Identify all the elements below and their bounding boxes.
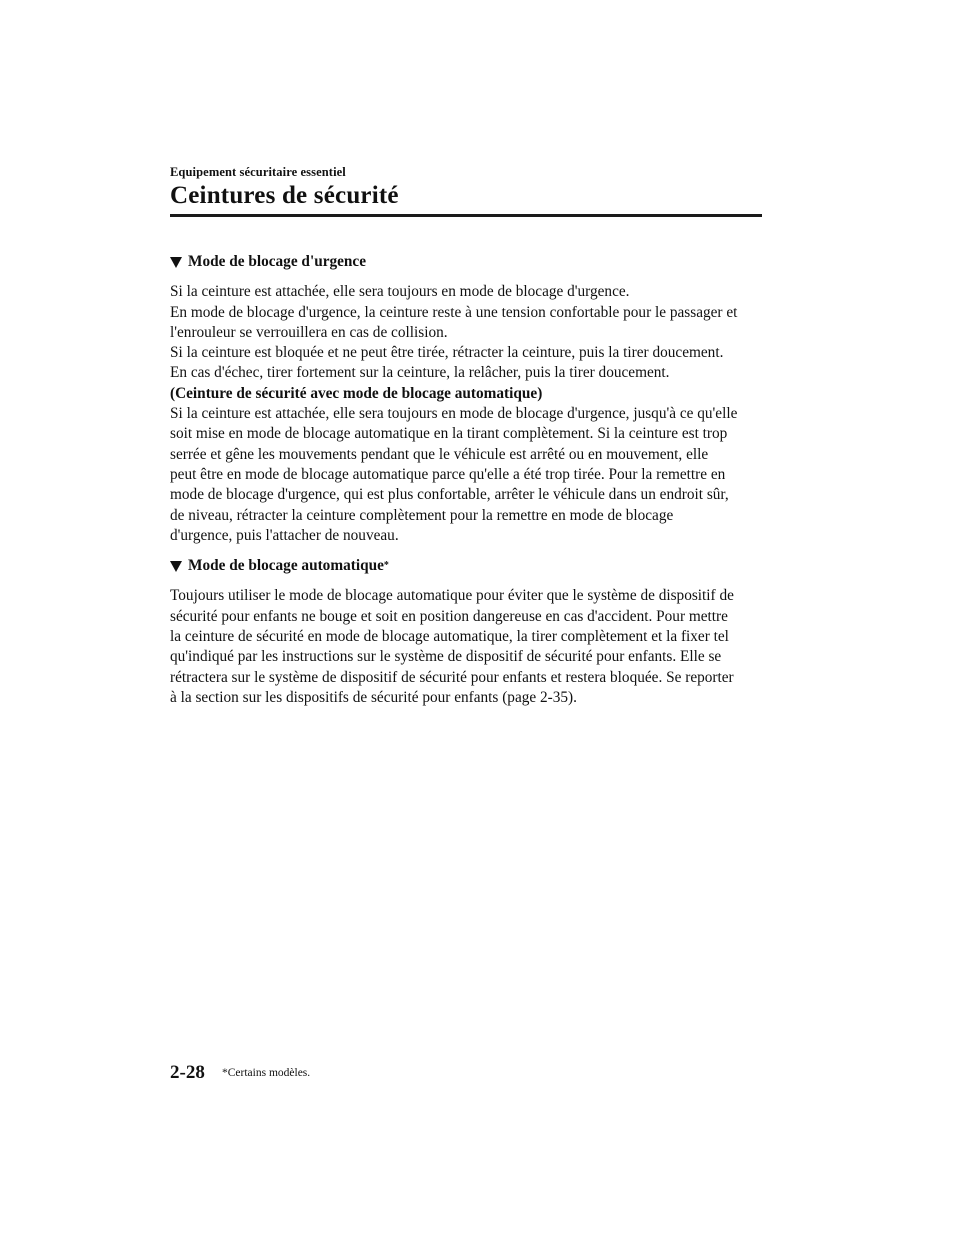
paragraph-line: rétractera sur le système de dispositif de sécurité pour enfants et restera bloquée. Se reporter [170, 668, 734, 686]
paragraph-line: Si la ceinture est attachée, elle sera toujours en mode de blocage d'urgence. [170, 283, 630, 301]
paragraph-line: d'urgence, puis l'attacher de nouveau. [170, 526, 399, 544]
paragraph-line: En cas d'échec, tirer fortement sur la ceinture, la relâcher, puis la tirer doucement. [170, 364, 670, 382]
section-heading: Mode de blocage automatique * [170, 556, 770, 576]
paragraph-line: de niveau, rétracter la ceinture complètement pour la remettre en mode de blocage [170, 506, 674, 524]
paragraph-line: mode de blocage d'urgence, qui est plus confortable, arrêter le véhicule dans un endroit sûr, [170, 486, 729, 504]
title-divider [170, 214, 762, 217]
paragraph-line: Si la ceinture est bloquée et ne peut être tirée, rétracter la ceinture, puis la tirer doucement. [170, 344, 724, 362]
page-title: Ceintures de sécurité [170, 182, 399, 209]
section-heading-label: Mode de blocage automatique [188, 557, 384, 575]
triangle-down-icon [170, 561, 182, 572]
paragraph-line: l'enrouleur se verrouillera en cas de collision. [170, 323, 448, 341]
paragraph-line: sécurité pour enfants ne bouge et soit en position dangereuse en cas d'accident. Pour mettre [170, 607, 728, 625]
section-automatic-locking [170, 556, 770, 708]
paragraph-line: la ceinture de sécurité en mode de blocage automatique, la tirer complètement et la fixer tel [170, 628, 729, 646]
paragraph-line: En mode de blocage d'urgence, la ceinture reste à une tension confortable pour le passager et [170, 303, 738, 321]
paragraph-line: Si la ceinture est attachée, elle sera toujours en mode de blocage d'urgence, jusqu'à ce qu'elle [170, 405, 738, 423]
subheading: (Ceinture de sécurité avec mode de blocage automatique) [170, 384, 543, 402]
footnote: *Certains modèles. [222, 1067, 311, 1079]
paragraph-line: serrée et gêne les mouvements pendant que le véhicule est arrêté ou en mouvement, elle [170, 445, 709, 463]
page-number: 2-28 [170, 1062, 205, 1083]
section-heading-label: Mode de blocage d'urgence [188, 253, 367, 270]
paragraph-line: à la section sur les dispositifs de sécurité pour enfants (page 2-35). [170, 688, 577, 706]
triangle-down-icon [170, 257, 182, 268]
paragraph-line: soit mise en mode de blocage automatique en la tirant complètement. Si la ceinture est trop [170, 425, 728, 443]
paragraph-line: qu'indiqué par les instructions sur le système de dispositif de sécurité pour enfants. Elle se [170, 648, 722, 666]
content-body [170, 252, 770, 718]
breadcrumb: Equipement sécuritaire essentiel [170, 165, 346, 179]
paragraph-line: Toujours utiliser le mode de blocage automatique pour éviter que le système de dispositif de [170, 587, 734, 605]
paragraph-line: peut être en mode de blocage automatique parce qu'elle a été trop tirée. Pour la remettre en [170, 465, 726, 483]
section-emergency-locking [170, 252, 770, 546]
section-heading [170, 252, 770, 272]
